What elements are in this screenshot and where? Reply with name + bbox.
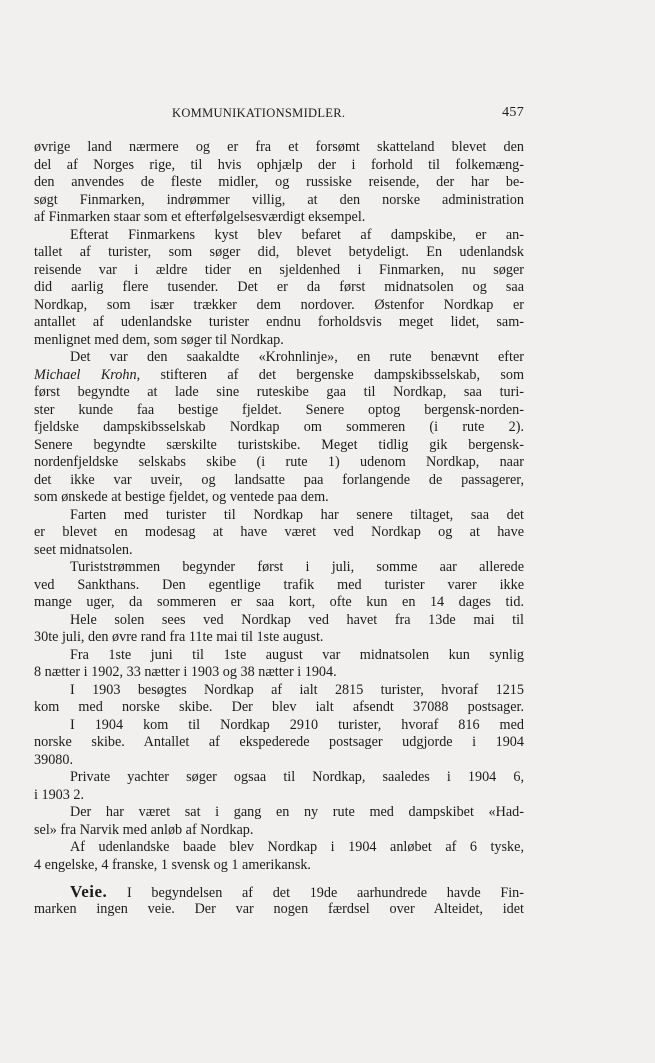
text-line: seet midnatsolen.	[34, 541, 133, 558]
text-line: norske skibe. Antallet af ekspederede postsager udgjorde i 1904	[34, 734, 524, 750]
text-line: øvrige land nærmere og er fra et forsømt skatteland blevet den	[34, 139, 524, 155]
text-line: først begyndte at lade sine ruteskibe gaa til Nordkap, saa turi-	[34, 384, 524, 400]
text-line: er blevet en modesag at have været ved Nordkap og at have	[34, 524, 524, 540]
text-line: sel» fra Narvik med anløb af Nordkap.	[34, 821, 254, 838]
text-line: nordenfjeldske selskabs skibe (i rute 1) udenom Nordkap, naar	[34, 454, 524, 470]
text-line: Farten med turister til Nordkap har senere tiltaget, saa det	[70, 506, 524, 523]
text-line: Private yachter søger ogsaa til Nordkap, saaledes i 1904 6,	[70, 769, 524, 785]
text-line: ved Sankthans. Den egentlige trafik med turister varer ikke	[34, 576, 524, 593]
text-line: søgt Finmarken, indrømmer villig, at den norske administration	[34, 191, 524, 208]
text-line: menlignet med dem, som søger til Nordkap.	[34, 331, 284, 348]
text-line: tallet af turister, som søger did, blevet betydeligt. En udenlandsk	[34, 244, 524, 260]
text-line: Nordkap, som især trækker dem nordover. Østenfor Nordkap er	[34, 296, 524, 313]
text-line: Fra 1ste juni til 1ste august var midnatsolen kun synlig	[70, 646, 524, 663]
text-line	[34, 883, 524, 901]
text-line	[34, 367, 524, 385]
section-heading: Veie.	[70, 882, 108, 901]
text-line: 30te juli, den øvre rand fra 11te mai til 1ste august.	[34, 629, 324, 645]
text-line: Det var den saakaldte «Krohnlinje», en rute benævnt efter	[70, 349, 524, 365]
text-line: I 1904 kom til Nordkap 2910 turister, hvoraf 816 med	[70, 716, 524, 733]
text-run: I begyndelsen af det 19de aarhundrede havde Fin-	[126, 885, 524, 901]
text-line: kom med norske skibe. Der blev ialt afsendt 37088 postsager.	[34, 699, 524, 715]
text-line: i 1903 2.	[34, 786, 85, 803]
page-header	[172, 106, 524, 124]
text-line: Senere begyndte særskilte turistskibe. Meget tidlig gik bergensk-	[34, 436, 524, 453]
text-line: Af udenlandske baade blev Nordkap i 1904 anløbet af 6 tyske,	[70, 839, 524, 855]
text-line: 39080.	[34, 751, 74, 768]
text-line: fjeldske dampskibsselskab Nordkap om sommeren (i rute 2).	[34, 419, 524, 435]
text-line: den anvendes de fleste midler, og russiske reisende, der har be-	[34, 174, 524, 190]
person-name: Michael Krohn	[34, 366, 137, 383]
text-line: did aarlig flere tusender. Det er da først midnatsolen og saa	[34, 279, 524, 295]
text-line: det ikke var uveir, og landsatte paa forlangende de passagerer,	[34, 471, 524, 488]
text-line: Turiststrømmen begynder først i juli, somme aar allerede	[70, 559, 524, 575]
body-text	[34, 139, 524, 918]
text-line: ster kunde faa bestige fjeldet. Senere optog bergensk-norden-	[34, 401, 524, 418]
running-title: KOMMUNIKATIONSMIDLER.	[172, 106, 346, 120]
text-line: Der har været sat i gang en ny rute med dampskibet «Had-	[70, 804, 524, 820]
text-line: som ønskede at bestige fjeldet, og ventede paa dem.	[34, 489, 329, 505]
text-line: antallet af udenlandske turister endnu forholdsvis meget lidet, sam-	[34, 314, 524, 330]
text-line: af Finmarken staar som et efterfølgelsesværdigt eksempel.	[34, 209, 366, 225]
page-number: 457	[502, 105, 524, 120]
text-line: del af Norges rige, til hvis ophjælp der i forhold til folkemæng-	[34, 156, 524, 173]
text-line: mange uger, da sommeren er saa kort, ofte kun en 14 dages tid.	[34, 594, 524, 610]
text-run: , stifteren af det bergenske dampskibsselskab, som	[136, 366, 524, 383]
text-line: 4 engelske, 4 franske, 1 svensk og 1 amerikansk.	[34, 856, 311, 873]
text-line: 8 nætter i 1902, 33 nætter i 1903 og 38 nætter i 1904.	[34, 664, 337, 680]
text-line: I 1903 besøgtes Nordkap af ialt 2815 turister, hvoraf 1215	[70, 681, 524, 698]
text-line: Efterat Finmarkens kyst blev befaret af dampskibe, er an-	[70, 226, 524, 243]
text-line: Hele solen sees ved Nordkap ved havet fra 13de mai til	[70, 611, 524, 628]
text-line: reisende var i ældre tider en sjeldenhed i Finmarken, nu søger	[34, 261, 524, 278]
text-line: marken ingen veie. Der var nogen færdsel over Alteidet, idet	[34, 900, 524, 917]
